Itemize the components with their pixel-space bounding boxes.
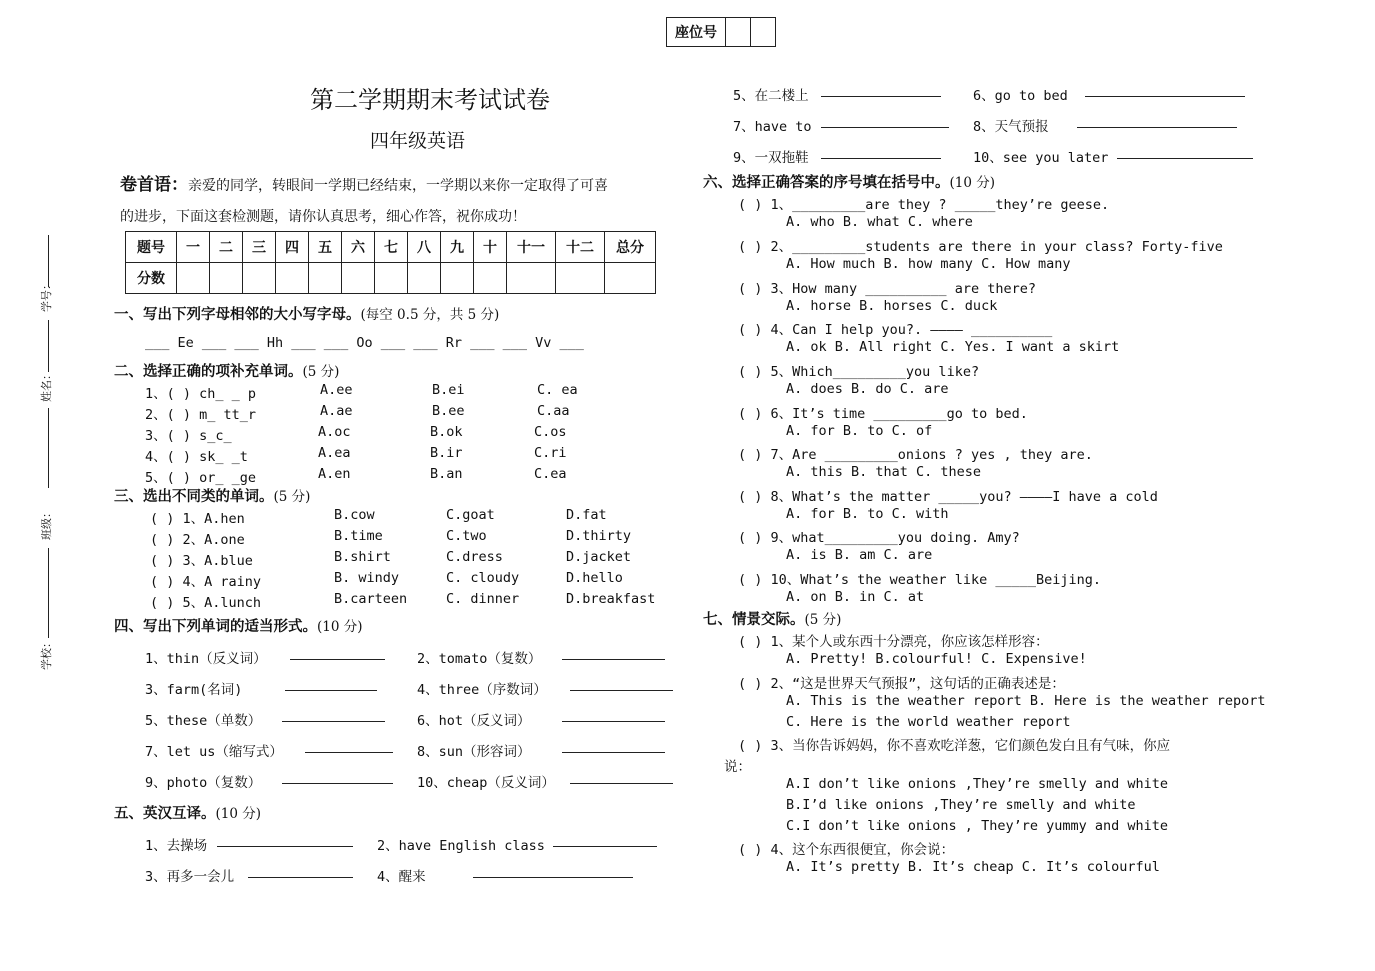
s4-item: 2、tomato（复数） (417, 651, 542, 667)
s4-answer-blank[interactable] (285, 678, 377, 691)
score-header-cell: 二 (210, 232, 243, 263)
score-header-cell: 四 (276, 232, 309, 263)
score-cell[interactable] (605, 263, 656, 294)
s5-answer-blank[interactable] (1077, 115, 1237, 128)
score-cell[interactable] (342, 263, 375, 294)
s3-option-c: C.goat (446, 507, 495, 523)
score-cell[interactable] (276, 263, 309, 294)
s3-option-b: B.shirt (334, 549, 391, 565)
score-row-label: 分数 (126, 263, 177, 294)
s4-answer-blank[interactable] (305, 740, 393, 753)
s5-answer-blank[interactable] (217, 834, 353, 847)
s2-option-b: B.ok (430, 424, 463, 440)
s6-options: A. who B. what C. where (786, 214, 973, 230)
s3-option-d: D.breakfast (566, 591, 656, 607)
s7-options: A. This is the weather report B. Here is the weather report (786, 693, 1266, 709)
s6-options: A. for B. to C. with (786, 506, 949, 522)
s2-question: 3、( ) s_c_ (145, 428, 232, 444)
s6-question: ( ) 5、Which_________you like? (738, 364, 980, 380)
score-header-cell: 总分 (605, 232, 656, 263)
section-1-letters: ___ Ee ___ ___ Hh ___ ___ Oo ___ ___ Rr ___ ___ Vv ___ (145, 335, 584, 351)
s6-options: A. on B. in C. at (786, 589, 925, 605)
s7-question: ( ) 4、这个东西很便宜，你会说： (738, 842, 955, 858)
s3-option-c: C.dress (446, 549, 503, 565)
s5-item: 10、see you later (973, 150, 1109, 166)
s5-item: 2、have English class (377, 838, 545, 854)
s2-option-a: A.ae (320, 403, 353, 419)
s4-answer-blank[interactable] (570, 771, 673, 784)
s6-question: ( ) 9、what_________you doing. Amy? (738, 530, 1020, 546)
s3-option-b: B.cow (334, 507, 375, 523)
s3-option-c: C. dinner (446, 591, 520, 607)
s2-option-b: B.ir (430, 445, 463, 461)
name-label: 姓名： (40, 369, 53, 402)
s6-options: A. How much B. how many C. How many (786, 256, 1071, 272)
s6-question: ( ) 1、_________are they ? _____they’re geese. (738, 197, 1110, 213)
score-table-score-row (126, 263, 656, 294)
s6-options: A. is B. am C. are (786, 547, 933, 563)
s5-item: 5、在二楼上 (733, 88, 809, 104)
score-header-cell: 十 (474, 232, 507, 263)
s4-answer-blank[interactable] (570, 678, 673, 691)
s4-item: 3、farm(名词) (145, 682, 243, 698)
s2-option-c: C.ea (534, 466, 567, 482)
s3-question: ( ) 4、A rainy (150, 574, 262, 590)
s4-item: 5、these（单数） (145, 713, 262, 729)
s2-question: 4、( ) sk_ _t (145, 449, 248, 465)
s3-option-b: B.carteen (334, 591, 408, 607)
s5-item: 9、一双拖鞋 (733, 150, 809, 166)
exam-subtitle: 四年级英语 (370, 130, 466, 152)
s2-option-a: A.ea (318, 445, 351, 461)
s7-question: ( ) 1、某个人或东西十分漂亮，你应该怎样形容： (738, 634, 1049, 650)
score-header-cell: 一 (177, 232, 210, 263)
score-cell[interactable] (507, 263, 556, 294)
s6-options: A. this B. that C. these (786, 464, 982, 480)
s7-option-a: A.I don’t like onions ,They’re smelly and white (786, 776, 1169, 792)
s3-question: ( ) 3、A.blue (150, 553, 253, 569)
s6-options: A. horse B. horses C. duck (786, 298, 998, 314)
s4-item: 6、hot（反义词） (417, 713, 531, 729)
s2-question: 5、( ) or_ _ge (145, 470, 257, 486)
preface-label: 卷首语： (120, 175, 188, 195)
score-cell[interactable] (210, 263, 243, 294)
s2-option-b: B.ee (432, 403, 465, 419)
s7-options: A. Pretty! B.colourful! C. Expensive! (786, 651, 1087, 667)
s2-question: 1、( ) ch_ _ p (145, 386, 257, 402)
seat-number-label: 座位号 (667, 18, 726, 47)
seat-number-box (666, 17, 776, 47)
s5-answer-blank[interactable] (821, 146, 941, 159)
s4-answer-blank[interactable] (562, 709, 665, 722)
binding-line (48, 548, 49, 638)
s3-question: ( ) 1、A.hen (150, 511, 245, 527)
score-cell[interactable] (474, 263, 507, 294)
s2-question: 2、( ) m_ tt_r (145, 407, 257, 423)
score-header-cell: 五 (309, 232, 342, 263)
s3-question: ( ) 2、A.one (150, 532, 245, 548)
school-label: 学校： (40, 637, 53, 670)
s5-item: 3、再多一会儿 (145, 869, 235, 885)
s7-question: ( ) 3、当你告诉妈妈，你不喜欢吃洋葱，它们颜色发白且有气味，你应 (738, 738, 1171, 754)
binding-line (48, 320, 49, 372)
s6-question: ( ) 7、Are _________onions ? yes , they are. (738, 447, 1093, 463)
s5-item: 4、醒来 (377, 869, 426, 885)
s6-question: ( ) 2、_________students are there in your class? Forty-five (738, 239, 1223, 255)
s4-answer-blank[interactable] (282, 771, 393, 784)
score-cell[interactable] (441, 263, 474, 294)
binding-line (48, 408, 49, 488)
s5-item: 1、去操场 (145, 838, 208, 854)
s3-option-d: D.jacket (566, 549, 632, 565)
exam-title: 第二学期期末考试试卷 (310, 86, 550, 114)
s3-option-b: B. windy (334, 570, 400, 586)
s7-options: A. It’s pretty B. It’s cheap C. It’s colourful (786, 859, 1160, 875)
s5-item: 7、have to (733, 119, 812, 135)
seat-number-cell[interactable] (751, 18, 776, 47)
s5-answer-blank[interactable] (1117, 146, 1253, 159)
s5-answer-blank[interactable] (1085, 84, 1245, 97)
s2-option-a: A.ee (320, 382, 353, 398)
s5-answer-blank[interactable] (821, 115, 949, 128)
score-header-cell: 九 (441, 232, 474, 263)
score-table-header-row (126, 232, 656, 263)
score-cell[interactable] (408, 263, 441, 294)
preface-line1: 亲爱的同学，转眼间一学期已经结束，一学期以来你一定取得了可喜 (188, 178, 608, 194)
s6-question: ( ) 10、What’s the weather like _____Beijing. (738, 572, 1101, 588)
s7-question: ( ) 2、“这是世界天气预报”，这句话的正确表述是： (738, 676, 1065, 692)
s4-answer-blank[interactable] (290, 647, 385, 660)
s3-option-d: D.hello (566, 570, 623, 586)
s6-options: A. ok B. All right C. Yes. I want a skirt (786, 339, 1120, 355)
s4-answer-blank[interactable] (562, 647, 665, 660)
s7-question-continued: 说： (724, 759, 751, 775)
s2-option-b: B.an (430, 466, 463, 482)
s7-option-c: C.I don’t like onions , They’re yummy and white (786, 818, 1169, 834)
s6-question: ( ) 6、It’s time _________go to bed. (738, 406, 1028, 422)
s5-answer-blank[interactable] (821, 84, 941, 97)
s6-options: A. for B. to C. of (786, 423, 933, 439)
s6-question: ( ) 8、What’s the matter _____you? ————I have a cold (738, 489, 1158, 505)
s4-answer-blank[interactable] (282, 709, 385, 722)
s3-option-c: C. cloudy (446, 570, 520, 586)
s4-answer-blank[interactable] (562, 740, 665, 753)
s5-answer-blank[interactable] (248, 865, 353, 878)
score-header-cell: 三 (243, 232, 276, 263)
s2-option-b: B.ei (432, 382, 465, 398)
s3-option-b: B.time (334, 528, 383, 544)
s2-option-c: C.aa (537, 403, 570, 419)
score-cell[interactable] (556, 263, 605, 294)
section-4-heading: 四、写出下列单词的适当形式。(10 分) (114, 619, 363, 635)
s4-item: 8、sun（形容词） (417, 744, 531, 760)
s4-item: 9、photo（复数） (145, 775, 262, 791)
s7-option-b: B.I’d like onions ,They’re smelly and white (786, 797, 1136, 813)
s4-item: 1、thin（反义词） (145, 651, 267, 667)
score-header-cell: 七 (375, 232, 408, 263)
s3-option-d: D.thirty (566, 528, 632, 544)
section-1-heading: 一、写出下列字母相邻的大小写字母。(每空 0.5 分，共 5 分) (114, 307, 500, 323)
section-7-heading: 七、情景交际。(5 分) (703, 612, 842, 628)
score-header-cell: 十一 (507, 232, 556, 263)
score-cell[interactable] (375, 263, 408, 294)
section-2-heading: 二、选择正确的项补充单词。(5 分) (114, 364, 340, 380)
score-table (125, 231, 656, 294)
seat-number-cell[interactable] (726, 18, 751, 47)
score-cell[interactable] (309, 263, 342, 294)
score-header-cell: 八 (408, 232, 441, 263)
s5-answer-blank[interactable] (473, 865, 633, 878)
section-5-heading: 五、英汉互译。(10 分) (114, 806, 262, 822)
score-header-cell: 六 (342, 232, 375, 263)
section-6-heading: 六、选择正确答案的序号填在括号中。(10 分) (703, 175, 996, 191)
s5-item: 8、天气预报 (973, 119, 1049, 135)
section-3-heading: 三、选出不同类的单词。(5 分) (114, 489, 311, 505)
s4-item: 7、let us（缩写式） (145, 744, 283, 760)
s4-item: 10、cheap（反义词） (417, 775, 555, 791)
s4-item: 4、three（序数词） (417, 682, 547, 698)
s3-option-d: D.fat (566, 507, 607, 523)
student-id-label: 学号： (40, 279, 53, 312)
s2-option-a: A.oc (318, 424, 351, 440)
s6-question: ( ) 3、How many __________ are there? (738, 281, 1036, 297)
s3-option-c: C.two (446, 528, 487, 544)
s2-option-a: A.en (318, 466, 351, 482)
s2-option-c: C.os (534, 424, 567, 440)
score-cell[interactable] (243, 263, 276, 294)
s6-options: A. does B. do C. are (786, 381, 949, 397)
score-header-cell: 题号 (126, 232, 177, 263)
class-label: 班级： (40, 507, 53, 540)
score-cell[interactable] (177, 263, 210, 294)
s5-answer-blank[interactable] (553, 834, 657, 847)
s6-question: ( ) 4、Can I help you?. ———— __________ (738, 322, 1053, 338)
preface-line2: 的进步，下面这套检测题，请你认真思考，细心作答，祝你成功！ (120, 209, 526, 225)
s2-option-c: C. ea (537, 382, 578, 398)
s7-options: C. Here is the world weather report (786, 714, 1071, 730)
score-header-cell: 十二 (556, 232, 605, 263)
s5-item: 6、go to bed (973, 88, 1068, 104)
s3-question: ( ) 5、A.lunch (150, 595, 262, 611)
s2-option-c: C.ri (534, 445, 567, 461)
